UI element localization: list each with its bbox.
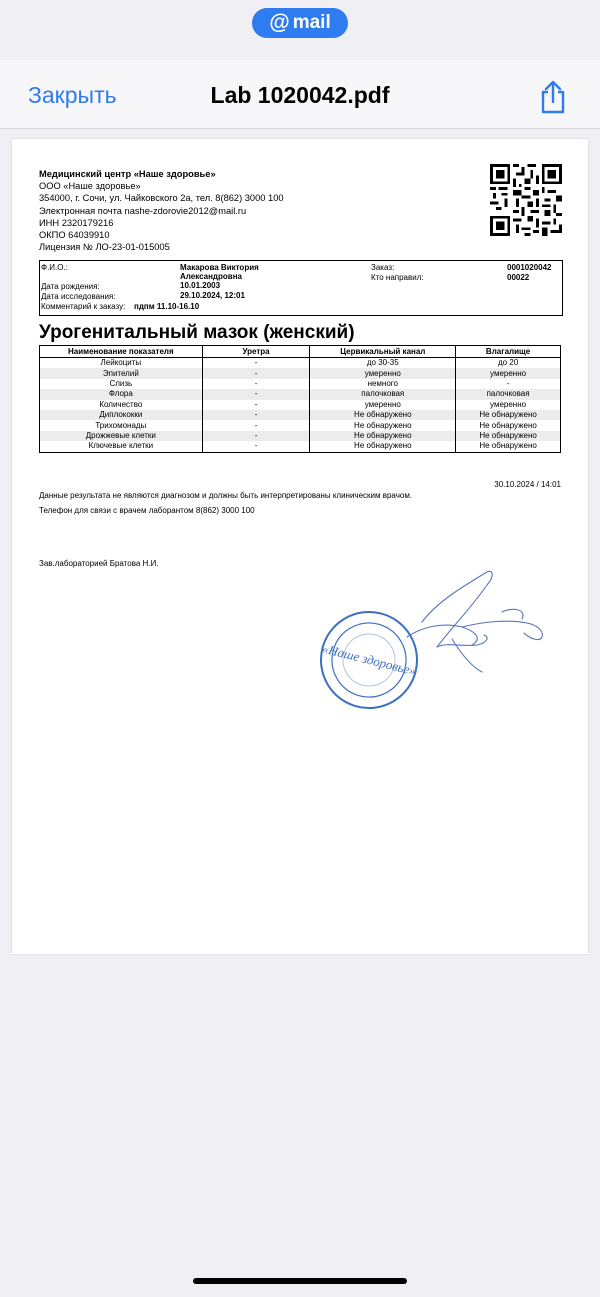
table-cell: Не обнаружено <box>456 410 561 420</box>
table-cell: Не обнаружено <box>456 441 561 452</box>
table-cell: Дрожжевые клетки <box>40 431 203 441</box>
table-cell: немного <box>310 379 456 389</box>
head-of-lab: Зав.лабораторией Братова Н.И. <box>39 559 159 568</box>
table-row <box>40 379 561 389</box>
table-cell: - <box>456 379 561 389</box>
fio-label: Ф.И.О.: <box>41 263 68 272</box>
table-cell: - <box>202 410 310 420</box>
table-cell: Не обнаружено <box>310 410 456 420</box>
table-cell: умеренно <box>310 400 456 410</box>
table-row <box>40 368 561 378</box>
share-icon[interactable] <box>538 80 568 114</box>
header-indicator: Наименование показателя <box>40 346 203 358</box>
referrer-value: 00022 <box>507 273 530 282</box>
referrer-label: Кто направил: <box>371 273 424 282</box>
order-label: Заказ: <box>371 263 395 272</box>
table-cell: палочковая <box>456 389 561 399</box>
header-vagina: Влагалище <box>456 346 561 358</box>
test-title: Урогенитальный мазок (женский) <box>39 322 355 343</box>
app-label: mail <box>292 12 331 33</box>
document-title: Lab 1020042.pdf <box>210 82 390 108</box>
table-cell: Флора <box>40 389 203 399</box>
header-urethra: Уретра <box>202 346 310 358</box>
fio-line1: Макарова Виктория <box>180 263 259 272</box>
org-okpo: ОКПО 64039910 <box>39 230 110 241</box>
birth-value: 10.01.2003 <box>180 281 221 290</box>
table-cell: Не обнаружено <box>310 420 456 430</box>
home-indicator[interactable] <box>193 1278 407 1284</box>
stamp-text: «Наше здоровье» <box>320 640 418 679</box>
close-button[interactable]: Закрыть <box>28 82 117 108</box>
table-cell: - <box>202 358 310 369</box>
patient-info-box <box>39 260 563 316</box>
at-icon: @ <box>269 11 290 34</box>
study-label: Дата исследования: <box>41 292 116 301</box>
table-cell: - <box>202 389 310 399</box>
result-datetime: 30.10.2024 / 14:01 <box>494 480 561 489</box>
order-value: 0001020042 <box>507 263 552 272</box>
table-cell: умеренно <box>310 368 456 378</box>
org-license: Лицензия № ЛО-23-01-015005 <box>39 242 170 253</box>
table-header-row <box>40 346 561 358</box>
table-cell: Лейкоциты <box>40 358 203 369</box>
org-name: Медицинский центр «Наше здоровье» <box>39 169 216 179</box>
table-cell: палочковая <box>310 389 456 399</box>
table-cell: Ключевые клетки <box>40 441 203 452</box>
birth-label: Дата рождения: <box>41 282 100 291</box>
contact-phone: Телефон для связи с врачем лаборантом 8(862) 3000 100 <box>39 506 255 515</box>
qr-code-icon <box>490 164 562 236</box>
table-cell: - <box>202 368 310 378</box>
organization-header <box>39 168 284 253</box>
table-cell: Диплококки <box>40 410 203 420</box>
nav-bar <box>0 60 600 129</box>
org-address: 354000, г. Сочи, ул. Чайковского 2а, тел. 8(862) 3000 100 <box>39 193 284 204</box>
stamp-and-signature <box>312 567 552 717</box>
table-cell: Не обнаружено <box>456 420 561 430</box>
table-cell: до 30-35 <box>310 358 456 369</box>
table-row <box>40 358 561 369</box>
table-cell: Слизь <box>40 379 203 389</box>
disclaimer-text: Данные результата не являются диагнозом и должны быть интерпретированы клиническим врачом. <box>39 491 413 500</box>
table-cell: - <box>202 379 310 389</box>
org-inn: ИНН 2320179216 <box>39 217 114 228</box>
table-cell: - <box>202 420 310 430</box>
table-row <box>40 420 561 430</box>
table-cell: до 20 <box>456 358 561 369</box>
pdf-page <box>12 139 588 954</box>
table-cell: Не обнаружено <box>310 431 456 441</box>
table-row <box>40 441 561 452</box>
org-company: ООО «Наше здоровье» <box>39 181 141 192</box>
study-value: 29.10.2024, 12:01 <box>180 291 245 300</box>
round-stamp <box>312 602 427 717</box>
table-row <box>40 400 561 410</box>
table-cell: Количество <box>40 400 203 410</box>
table-cell: - <box>202 441 310 452</box>
table-cell: Эпителий <box>40 368 203 378</box>
results-table <box>39 345 561 453</box>
table-row <box>40 389 561 399</box>
signature <box>407 571 542 672</box>
header-cervical: Цервикальный канал <box>310 346 456 358</box>
table-cell: умеренно <box>456 368 561 378</box>
comment-value: пдпм 11.10-16.10 <box>134 302 200 311</box>
org-email: Электронная почта nashe-zdorovie2012@mail.ru <box>39 205 247 216</box>
table-cell: Не обнаружено <box>310 441 456 452</box>
table-cell: Не обнаружено <box>456 431 561 441</box>
table-cell: умеренно <box>456 400 561 410</box>
table-row <box>40 431 561 441</box>
table-cell: Трихомонады <box>40 420 203 430</box>
table-cell: - <box>202 431 310 441</box>
table-cell: - <box>202 400 310 410</box>
table-row <box>40 410 561 420</box>
mail-app-pill[interactable] <box>252 8 348 38</box>
fio-line2: Александровна <box>180 272 242 281</box>
comment-label: Комментарий к заказу: <box>41 302 126 311</box>
